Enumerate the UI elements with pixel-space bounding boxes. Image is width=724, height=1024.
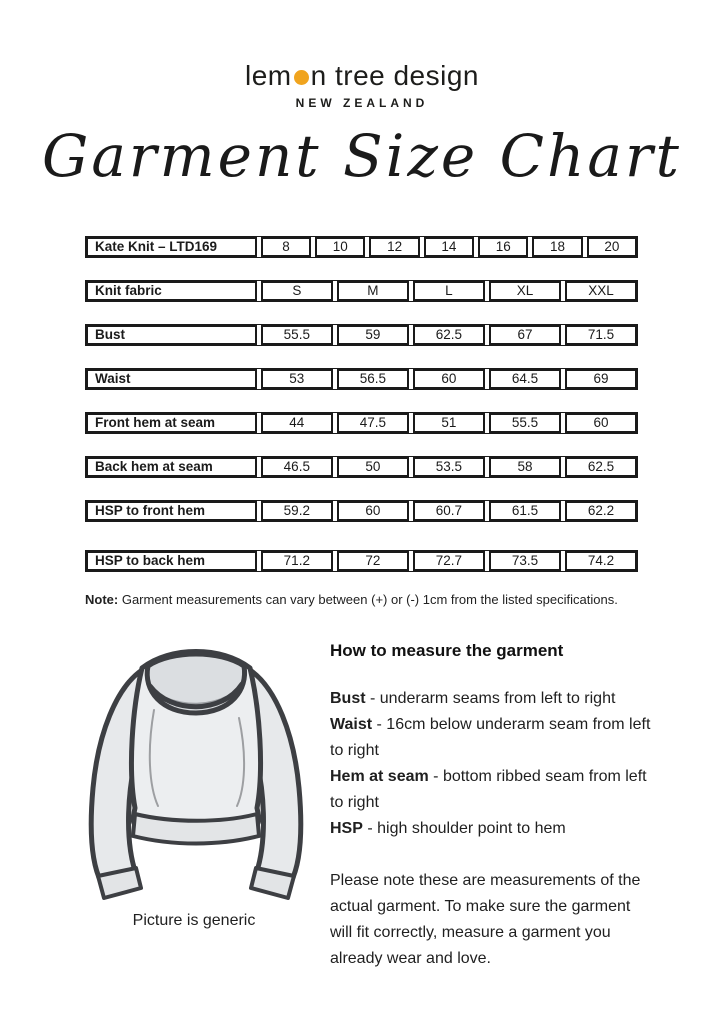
size-row: [85, 500, 638, 522]
guide-term: Waist: [330, 716, 373, 733]
size-cell: 47.5: [337, 413, 409, 433]
guide-item: [330, 764, 656, 816]
note-label: Note:: [85, 592, 119, 607]
size-row: [85, 456, 638, 478]
size-cell: 8: [261, 237, 311, 257]
brand-name: [0, 60, 724, 92]
size-cell: 61.5: [489, 501, 561, 521]
size-row-label: Kate Knit – LTD169: [86, 237, 257, 257]
note-body: Garment measurements can vary between (+) or (-) 1cm from the listed specifications.: [118, 592, 618, 607]
size-cell: 16: [478, 237, 528, 257]
size-cell: 69: [565, 369, 637, 389]
size-row-label: HSP to back hem: [86, 551, 257, 571]
size-cell: 72.7: [413, 551, 485, 571]
size-row-label: Bust: [86, 325, 257, 345]
brand-logo: [0, 60, 724, 110]
size-cell: 55.5: [489, 413, 561, 433]
guide-item: [330, 686, 656, 712]
guide-term: HSP: [330, 820, 363, 837]
page-title: Garment Size Chart: [41, 122, 682, 190]
size-cell: 55.5: [261, 325, 333, 345]
size-cell: 67: [489, 325, 561, 345]
size-cell: 62.5: [413, 325, 485, 345]
size-cell: 60: [565, 413, 637, 433]
size-row-label: HSP to front hem: [86, 501, 257, 521]
size-cell: 58: [489, 457, 561, 477]
guide-term: Hem at seam: [330, 768, 429, 785]
size-row: [85, 236, 638, 258]
size-cell: 51: [413, 413, 485, 433]
size-cell: 56.5: [337, 369, 409, 389]
size-row: [85, 550, 638, 572]
size-cell: 71.5: [565, 325, 637, 345]
guide-desc: - 16cm below underarm seam from left to right: [330, 716, 651, 759]
size-cell: 64.5: [489, 369, 561, 389]
guide-item: [330, 816, 656, 842]
size-cell: 60: [413, 369, 485, 389]
size-row-label: Knit fabric: [86, 281, 257, 301]
size-cell: 20: [587, 237, 637, 257]
guide-items: [330, 686, 656, 842]
size-table: [85, 236, 638, 572]
size-cell: 46.5: [261, 457, 333, 477]
size-cell: 72: [337, 551, 409, 571]
guide-desc: - bottom ribbed seam from left to right: [330, 768, 647, 811]
size-cell: 62.2: [565, 501, 637, 521]
brand-name-end: n tree design: [310, 60, 479, 91]
size-cell: XXL: [565, 281, 637, 301]
illustration-caption: Picture is generic: [132, 912, 256, 929]
size-cell: 60: [337, 501, 409, 521]
size-cell: 10: [315, 237, 365, 257]
size-cell: XL: [489, 281, 561, 301]
size-row: [85, 412, 638, 434]
size-cell: 53.5: [413, 457, 485, 477]
size-row: [85, 368, 638, 390]
size-cell: 60.7: [413, 501, 485, 521]
size-row-label: Back hem at seam: [86, 457, 257, 477]
size-cell: 73.5: [489, 551, 561, 571]
guide-desc: - high shoulder point to hem: [362, 820, 566, 837]
size-cell: 53: [261, 369, 333, 389]
size-cell: 44: [261, 413, 333, 433]
size-cell: S: [261, 281, 333, 301]
size-cell: 12: [369, 237, 419, 257]
sweater-illustration: [76, 638, 316, 904]
guide-term: Bust: [330, 690, 366, 707]
guide-item: [330, 712, 656, 764]
size-cell: 59: [337, 325, 409, 345]
size-row-label: Waist: [86, 369, 257, 389]
brand-name-start: lem: [244, 60, 292, 91]
size-cell: 62.5: [565, 457, 637, 477]
size-cell: 74.2: [565, 551, 637, 571]
size-cell: 18: [532, 237, 582, 257]
size-row: [85, 324, 638, 346]
size-cell: M: [337, 281, 409, 301]
lemon-dot-icon: [294, 70, 309, 85]
guide-desc: - underarm seams from left to right: [365, 690, 616, 707]
size-cell: L: [413, 281, 485, 301]
brand-subtitle: NEW ZEALAND: [295, 96, 429, 110]
guide-heading: How to measure the garment: [330, 641, 564, 660]
size-row: [85, 280, 638, 302]
measure-guide: [330, 641, 656, 972]
size-cell: 50: [337, 457, 409, 477]
size-cell: 71.2: [261, 551, 333, 571]
size-row-label: Front hem at seam: [86, 413, 257, 433]
size-cell: 14: [424, 237, 474, 257]
size-cell: 59.2: [261, 501, 333, 521]
guide-paragraph: Please note these are measurements of the actual garment. To make sure the garment will fit correctly, measure a garment you already wear and love.: [330, 872, 641, 967]
note-text: [85, 592, 645, 607]
